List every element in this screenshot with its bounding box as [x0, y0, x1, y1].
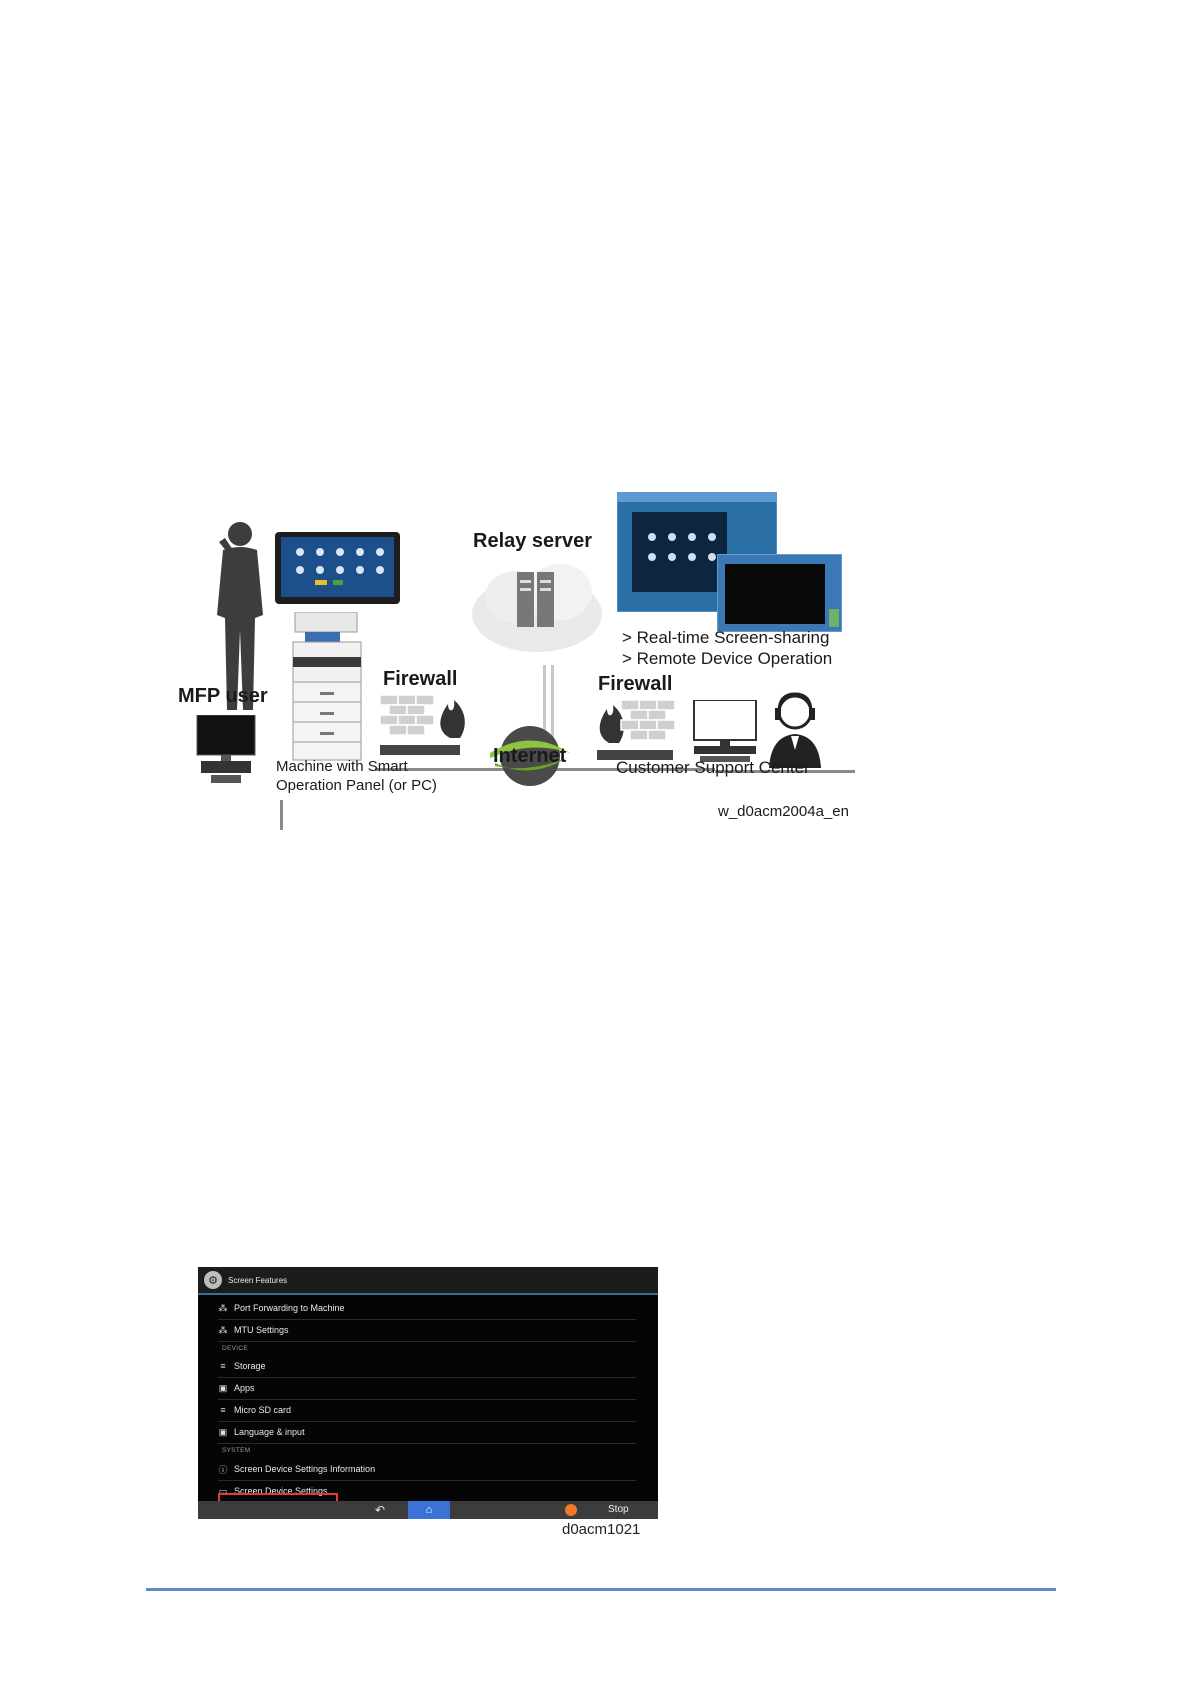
storage-icon: ≡	[220, 1405, 226, 1415]
screen-features-panel	[198, 1267, 658, 1519]
info-icon: ⓘ	[218, 1464, 228, 1475]
pc-monitor	[191, 715, 266, 785]
firewall-right-label: Firewall	[598, 673, 673, 695]
stop-label[interactable]: Stop	[608, 1504, 629, 1515]
menu-item-apps[interactable]	[218, 1377, 636, 1400]
storage-icon: ≡	[220, 1361, 226, 1371]
menu-item-mtu-settings[interactable]	[218, 1319, 636, 1342]
firewall-right-icon	[595, 695, 690, 765]
remote-operation-window	[717, 554, 842, 632]
network-icon: ⁂	[218, 1302, 228, 1313]
menu-item-label: Language & input	[234, 1427, 305, 1437]
mfp-user-label: MFP user	[178, 685, 268, 707]
back-button[interactable]: ↶	[374, 1503, 386, 1517]
stop-icon[interactable]	[565, 1504, 577, 1516]
menu-item-label: Micro SD card	[234, 1405, 292, 1415]
internet-label: Internet	[493, 745, 567, 767]
menu-item-label: MTU Settings	[234, 1325, 289, 1335]
remote-support-diagram	[178, 520, 930, 900]
machine-label-line1: Machine with Smart	[276, 758, 408, 775]
firewall-left-icon	[380, 690, 475, 760]
menu-item-language-input[interactable]	[218, 1421, 636, 1444]
language-icon: ▣	[218, 1426, 228, 1437]
panel-header	[198, 1267, 658, 1295]
section-device: DEVICE	[222, 1345, 249, 1352]
relay-server-label: Relay server	[473, 530, 592, 552]
figure-id: w_d0acm2004a_en	[718, 803, 849, 820]
support-center-label: Customer Support Center	[616, 758, 810, 777]
connection-line	[280, 800, 283, 830]
settings-gear-icon[interactable]: ⚙	[204, 1271, 222, 1289]
machine-label-line2: Operation Panel (or PC)	[276, 777, 437, 794]
menu-item-label: Port Forwarding to Machine	[234, 1303, 345, 1313]
figure-id-2: d0acm1021	[562, 1521, 641, 1538]
menu-item-device-info[interactable]	[218, 1458, 636, 1481]
feature-remote-operation: > Remote Device Operation	[622, 649, 833, 668]
menu-item-label: Screen Device Settings	[234, 1486, 328, 1496]
relay-server-cloud	[465, 552, 610, 662]
apps-icon: ▣	[218, 1382, 228, 1393]
network-icon: ⁂	[218, 1324, 228, 1335]
settings-icon: ▭	[218, 1485, 228, 1496]
menu-item-label: Storage	[234, 1361, 266, 1371]
panel-title: Screen Features	[228, 1275, 288, 1285]
home-button[interactable]: ⌂	[408, 1501, 450, 1519]
support-pc-icon	[690, 700, 760, 765]
feature-screen-sharing: > Real-time Screen-sharing	[622, 628, 830, 647]
menu-item-label: Apps	[234, 1383, 255, 1393]
menu-item-port-forwarding[interactable]	[218, 1297, 636, 1320]
footer-rule	[146, 1588, 1056, 1591]
mfp-machine	[290, 612, 365, 762]
menu-item-label: Screen Device Settings Information	[234, 1464, 376, 1474]
section-system: SYSTEM	[222, 1447, 251, 1454]
firewall-left-label: Firewall	[383, 668, 458, 690]
panel-footer	[198, 1501, 658, 1519]
smart-panel-tablet	[275, 532, 400, 604]
menu-item-micro-sd[interactable]	[218, 1399, 636, 1422]
menu-item-storage[interactable]	[218, 1355, 636, 1378]
